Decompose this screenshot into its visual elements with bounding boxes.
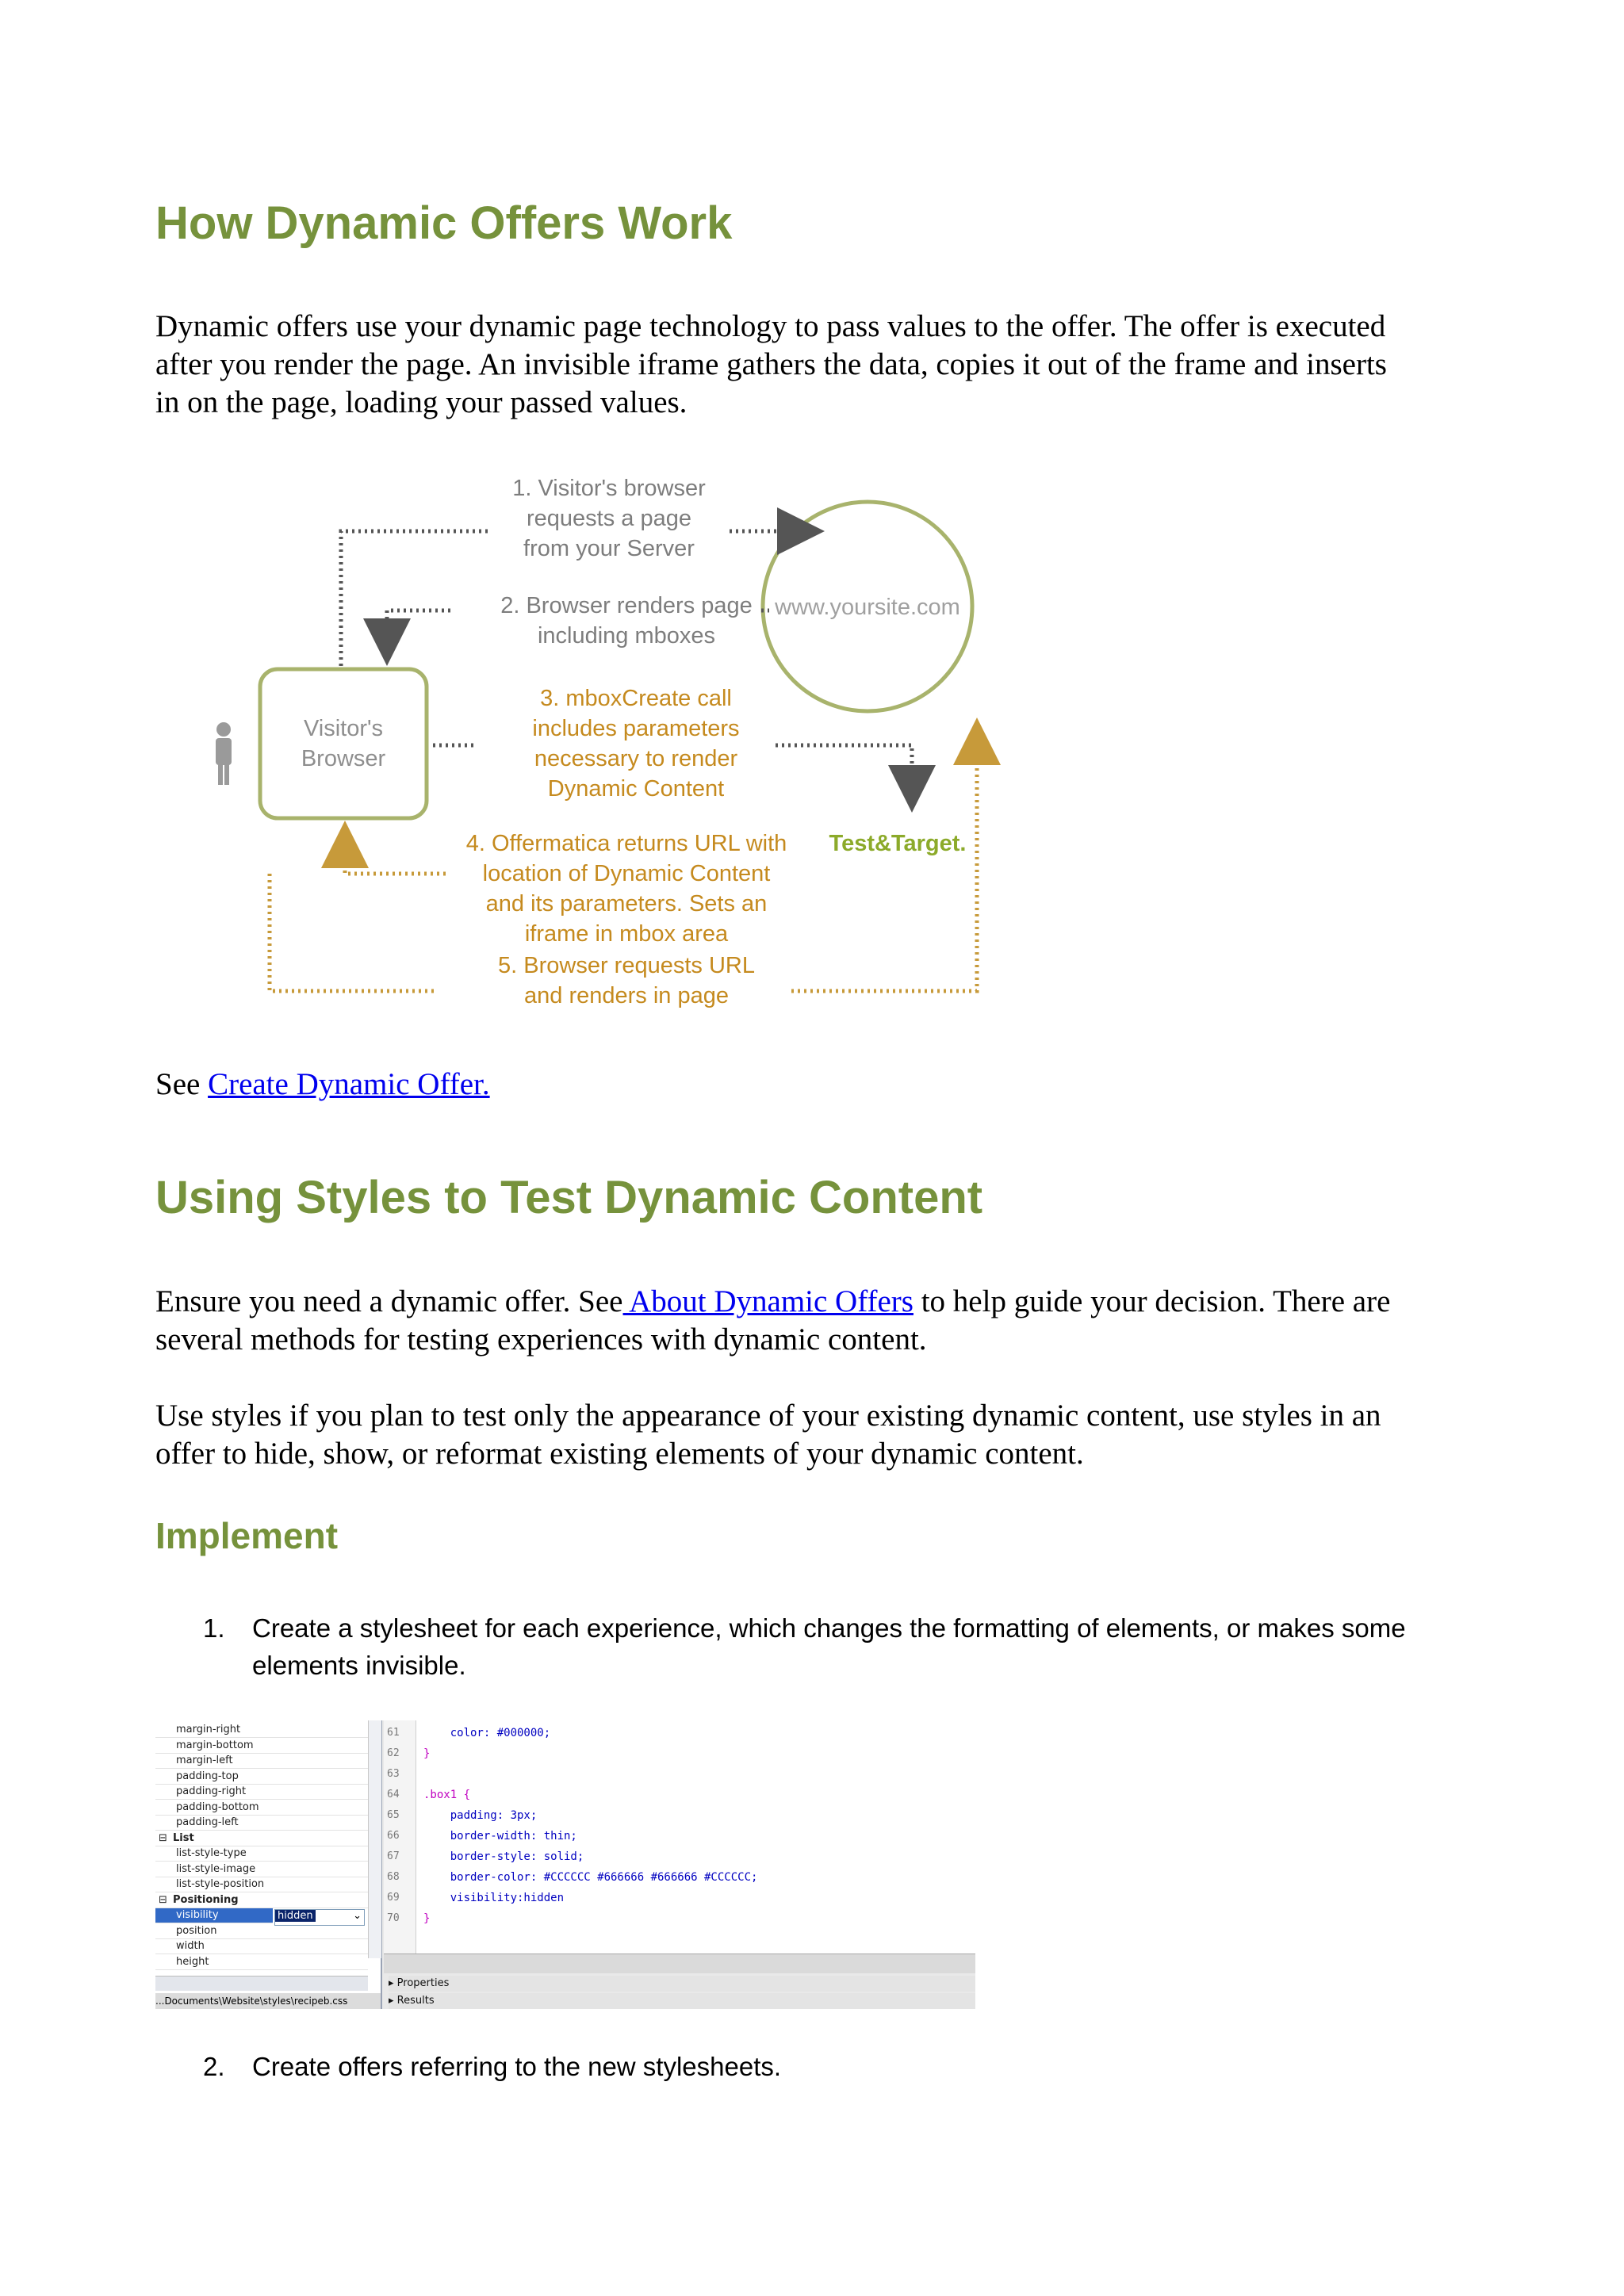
code-line: padding: 3px;: [423, 1809, 538, 1822]
property-row[interactable]: [155, 1753, 368, 1769]
property-name: padding-bottom: [176, 1800, 259, 1813]
property-name: padding-left: [176, 1816, 239, 1828]
chevron-down-icon: ⌄: [353, 1910, 362, 1922]
styles-p1-line-1: [155, 1283, 1488, 1321]
dynamic-offer-flow-diagram: [214, 468, 1031, 1023]
property-name: width: [176, 1940, 205, 1952]
step1-line-2: requests a page: [527, 506, 691, 531]
line-number: 62: [387, 1747, 400, 1759]
create-dynamic-offer-link[interactable]: Create Dynamic Offer.: [208, 1067, 490, 1101]
styles-p1-text-b: to help guide your decision. There are: [913, 1284, 1391, 1318]
property-name: list-style-type: [176, 1847, 247, 1859]
property-row[interactable]: [155, 1722, 368, 1738]
property-name: height: [176, 1955, 209, 1968]
property-row[interactable]: [155, 1938, 368, 1954]
step3-line-1: 3. mboxCreate call: [540, 686, 732, 711]
intro-line-1: Dynamic offers use your dynamic page technology to pass values to the offer. The offer is executed: [155, 309, 1386, 343]
results-panel-header[interactable]: ▸ Results: [389, 1993, 975, 2009]
property-name: padding-right: [176, 1785, 247, 1797]
step4-line-2: location of Dynamic Content: [482, 861, 771, 886]
property-row[interactable]: [155, 1908, 273, 1923]
see-prefix: See: [155, 1067, 209, 1101]
styles-p2-line-1: Use styles if you plan to test only the appearance of your existing dynamic content, use styles in an: [155, 1399, 1381, 1433]
splitter-bar[interactable]: [384, 1954, 975, 1973]
visibility-value-select[interactable]: [274, 1909, 365, 1926]
property-name: margin-left: [176, 1755, 233, 1766]
property-name: padding-top: [176, 1770, 239, 1782]
properties-scrollbar[interactable]: [368, 1720, 381, 1958]
line-number: 70: [387, 1912, 400, 1924]
line-number: 65: [387, 1809, 400, 1821]
code-line: color: #000000;: [423, 1727, 551, 1739]
step4-line-1: 4. Offermatica returns URL with: [465, 831, 787, 856]
property-row[interactable]: [155, 1815, 368, 1831]
step1-line-1: 1. Visitor's browser: [512, 476, 706, 501]
property-name: list-style-image: [176, 1862, 256, 1875]
styles-p1-text-a: Ensure you need a dynamic offer. See: [155, 1284, 623, 1318]
property-row[interactable]: [155, 1738, 368, 1754]
code-line: border-width: thin;: [423, 1830, 577, 1843]
step5-line-2: and renders in page: [524, 983, 729, 1008]
step2-line-1: 2. Browser renders page: [500, 593, 753, 618]
property-row[interactable]: [155, 1877, 368, 1892]
visitors-browser-box: [260, 669, 427, 818]
property-row[interactable]: [155, 1862, 368, 1877]
browser-box-line-1: Visitor's: [303, 716, 384, 741]
step3-line-2: includes parameters: [532, 716, 740, 741]
property-row[interactable]: [155, 1784, 368, 1800]
step3-line-3: necessary to render: [534, 746, 738, 771]
property-name: List: [173, 1831, 194, 1844]
line-number: 66: [387, 1830, 400, 1842]
property-name: visibility: [176, 1909, 219, 1921]
line-number: 69: [387, 1892, 400, 1904]
step2-line-2: including mboxes: [537, 623, 716, 649]
styles-p2-line-2: offer to hide, show, or reformat existing elements of your dynamic content.: [155, 1437, 1084, 1471]
step-1-line-1: Create a stylesheet for each experience, which changes the formatting of elements, or makes some: [252, 1613, 1406, 1643]
heading-implement: Implement: [155, 1515, 339, 1556]
collapse-icon[interactable]: ⊟: [159, 1893, 167, 1906]
property-category[interactable]: [155, 1892, 368, 1908]
property-row[interactable]: [155, 1800, 368, 1816]
test-and-target-logo: Test&Target.: [829, 831, 967, 856]
styles-paragraph-2: [155, 1397, 1488, 1473]
file-path-text: ...Documents\Website\styles\recipeb.css: [155, 1996, 348, 2007]
step1-path: [341, 531, 492, 666]
code-line: .box1 {: [423, 1789, 471, 1801]
property-row[interactable]: [155, 1846, 368, 1862]
code-line: visibility:hidden: [423, 1892, 565, 1904]
horizontal-scrollbar[interactable]: [155, 1976, 368, 1991]
step5-path-left: [270, 874, 436, 991]
property-name: margin-right: [176, 1724, 241, 1735]
code-line: border-style: solid;: [423, 1850, 584, 1863]
css-code-editor[interactable]: [384, 1720, 975, 1954]
person-icon: [216, 722, 232, 785]
properties-panel-header[interactable]: ▸ Properties: [389, 1976, 975, 1992]
step1-line-3: from your Server: [523, 536, 695, 561]
step-1-number: 1.: [203, 1613, 225, 1643]
property-category[interactable]: [155, 1831, 368, 1846]
line-number: 61: [387, 1727, 400, 1739]
step-2-number: 2.: [203, 2052, 225, 2081]
property-name: list-style-position: [176, 1878, 265, 1890]
heading-how-dynamic-offers-work: How Dynamic Offers Work: [155, 197, 733, 249]
styles-p1-line-2: several methods for testing experiences with dynamic content.: [155, 1322, 927, 1357]
step3-arrow: [776, 745, 912, 805]
properties-label: Properties: [396, 1977, 450, 1989]
line-number: 68: [387, 1871, 400, 1883]
intro-line-2: after you render the page. An invisible iframe gathers the data, copies it out of the frame and inserts: [155, 347, 1387, 381]
step5-arrow: [791, 725, 977, 991]
step4-line-4: iframe in mbox area: [524, 921, 729, 947]
site-url-label: www.yoursite.com: [775, 595, 960, 620]
intro-line-3: in on the page, loading your passed values.: [155, 385, 688, 419]
about-dynamic-offers-link[interactable]: About Dynamic Offers: [622, 1284, 914, 1318]
browser-box-line-2: Browser: [301, 746, 386, 771]
code-line: }: [423, 1747, 431, 1760]
collapse-icon[interactable]: ⊟: [159, 1831, 167, 1844]
stylesheet-editor-screenshot: [155, 1720, 975, 2009]
step2-arrow: [387, 610, 450, 658]
property-name: margin-bottom: [176, 1739, 254, 1751]
see-line: [155, 1066, 490, 1104]
step-2-line-1: Create offers referring to the new stylesheets.: [252, 2052, 782, 2081]
styles-paragraph-1: [155, 1283, 1488, 1359]
visibility-value-text: hidden: [275, 1910, 316, 1922]
intro-paragraph: [155, 308, 1488, 422]
property-row[interactable]: [155, 1769, 368, 1785]
code-line: border-color: #CCCCCC #666666 #666666 #CCCCCC;: [423, 1871, 758, 1884]
step5-line-1: 5. Browser requests URL: [498, 953, 755, 978]
line-number: 64: [387, 1789, 400, 1800]
property-row[interactable]: [155, 1954, 368, 1970]
line-number: 63: [387, 1768, 400, 1780]
css-properties-panel: [155, 1720, 382, 2009]
step4-arrow: [345, 828, 446, 874]
property-name: Positioning: [173, 1893, 239, 1906]
property-name: position: [176, 1924, 217, 1937]
step-1-line-2: elements invisible.: [252, 1651, 466, 1680]
code-line: }: [423, 1912, 431, 1925]
results-label: Results: [396, 1995, 435, 2007]
step4-line-3: and its parameters. Sets an: [485, 891, 768, 916]
heading-using-styles: Using Styles to Test Dynamic Content: [155, 1172, 983, 1223]
line-number: 67: [387, 1850, 400, 1862]
step3-line-4: Dynamic Content: [547, 776, 725, 802]
file-path-bar: [155, 1993, 381, 2009]
